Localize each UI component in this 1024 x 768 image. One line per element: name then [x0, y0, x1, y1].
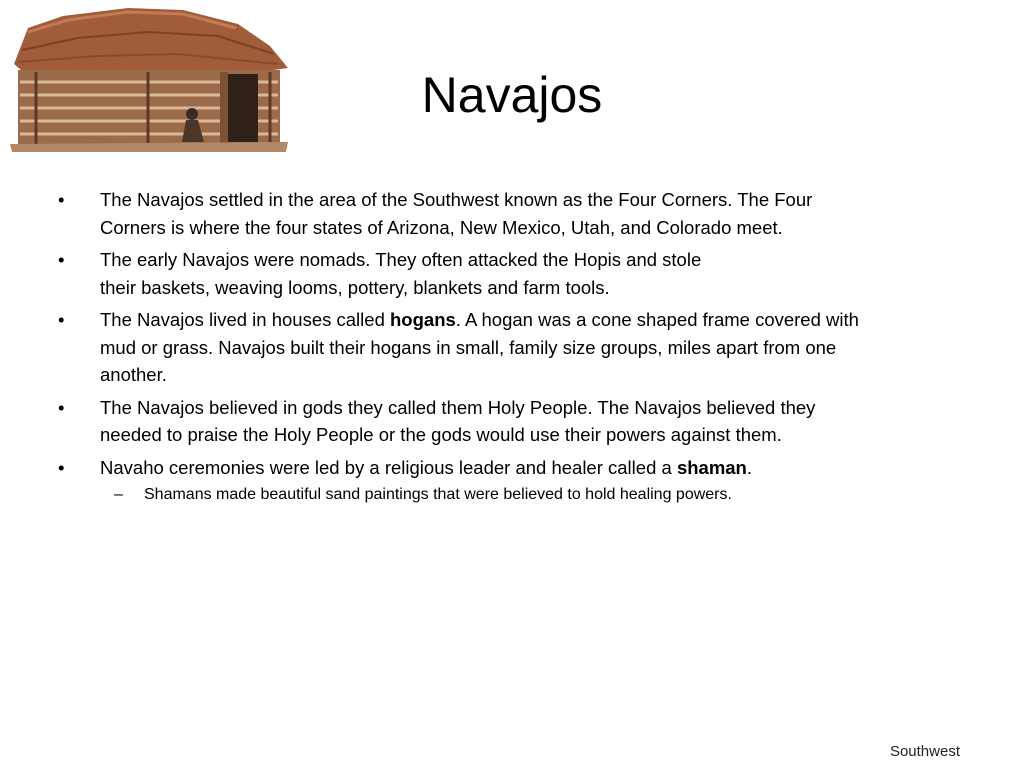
bullet-text-line: The Navajos settled in the area of the Southwest known as the Four Corners. The Four [100, 189, 813, 210]
footer-label: Southwest [889, 743, 960, 760]
bullet-text-line: another. [100, 364, 167, 385]
bullet-item [58, 246, 958, 301]
sub-bullet-item [58, 484, 958, 506]
bullet-text-line [100, 306, 958, 334]
bullet-symbol: • [58, 396, 65, 418]
bullet-list [58, 186, 958, 506]
bullet-text-line: The early Navajos were nomads. They often attacked the Hopis and stole [100, 249, 702, 270]
bold-term: shaman [676, 456, 747, 478]
bullet-text-line [100, 454, 958, 482]
bullet-symbol: • [58, 189, 65, 210]
bullet-symbol: • [58, 309, 65, 330]
bullet-item [58, 186, 958, 241]
bullet-item [58, 394, 958, 449]
bullet-text-run: . [746, 456, 752, 478]
bullet-symbol: • [58, 456, 65, 478]
bullet-text-run: The Navajos lived in houses called [100, 309, 390, 330]
bullet-text-line: mud or grass. Navajos built their hogans in small, family size groups, miles apart from one [100, 336, 837, 358]
bullet-item [58, 306, 958, 389]
bullet-symbol: • [58, 249, 65, 270]
sub-bullet-symbol: – [114, 486, 123, 503]
bullet-text-line: their baskets, weaving looms, pottery, blankets and farm tools. [100, 276, 610, 298]
bullet-item [58, 454, 958, 482]
bullet-text-line: needed to praise the Holy People or the gods would use their powers against them. [100, 424, 782, 445]
bullet-text-line: Corners is where the four states of Arizona, New Mexico, Utah, and Colorado meet. [100, 216, 783, 238]
bold-term: hogans [390, 309, 456, 330]
bullet-text-run: Navaho ceremonies were led by a religious leader and healer called a [100, 456, 677, 478]
bullet-text-run: . A hogan was a cone shaped frame covered with [455, 309, 859, 330]
sub-bullet-text: Shamans made beautiful sand paintings that were believed to hold healing powers. [144, 486, 732, 503]
bullet-text-line: The Navajos believed in gods they called them Holy People. The Navajos believed they [100, 396, 816, 418]
slide-title: Navajos [421, 67, 603, 123]
